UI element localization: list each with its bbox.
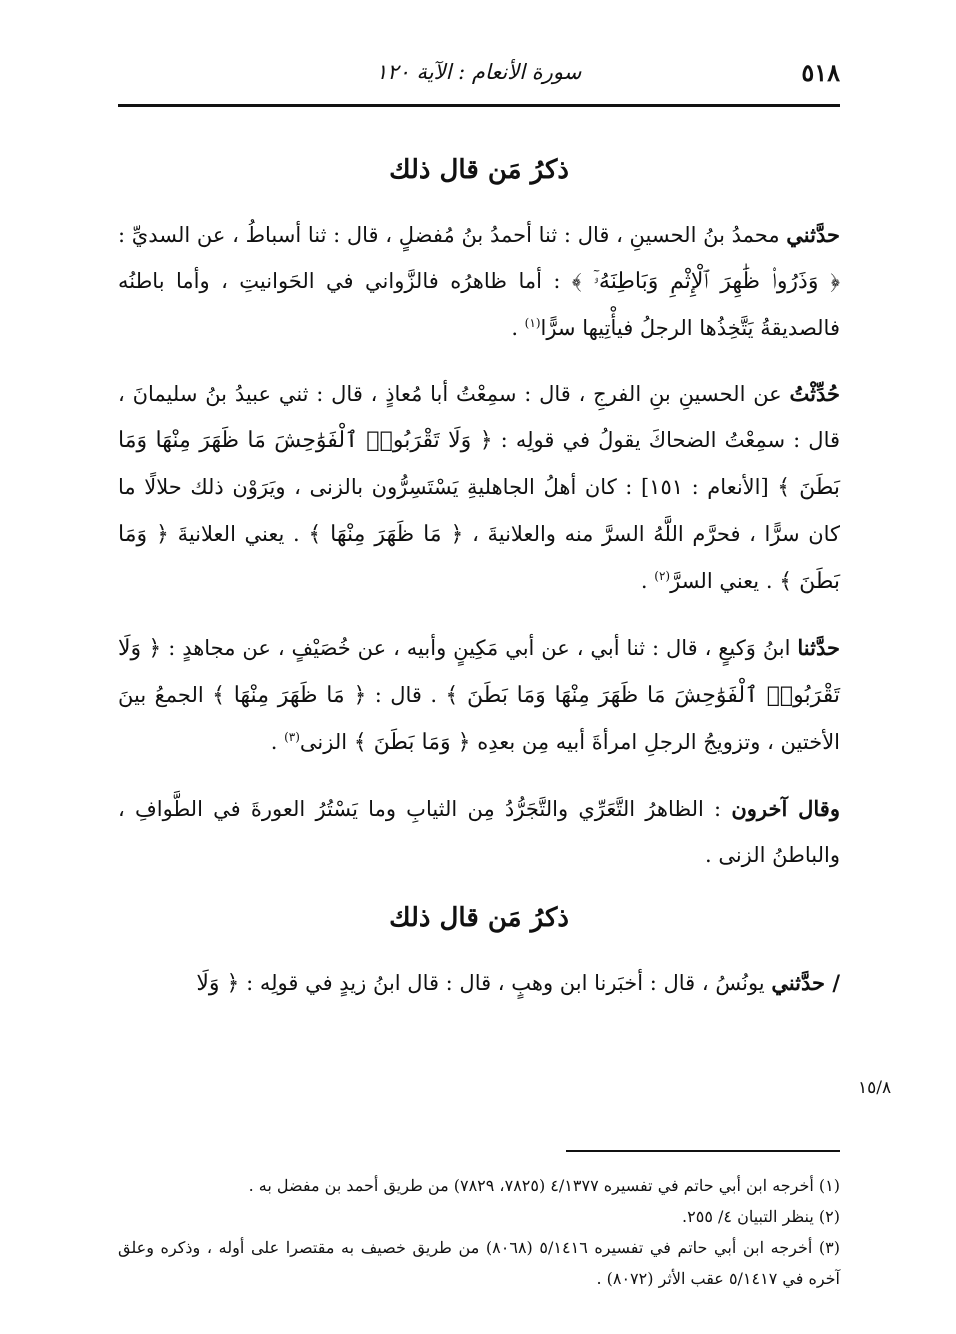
running-title: سورة الأنعام : الآية ١٢٠: [376, 60, 582, 84]
paragraph-4: [118, 786, 840, 878]
quran-verse: ﴿ وَذَرُوا۟ ظَٰهِرَ ٱلْإِثْمِ وَبَاطِنَهُۥٓ ﴾: [571, 269, 840, 294]
paragraph-text: . يعني السرَّ: [670, 569, 780, 593]
quran-verse: ﴿ وَمَا بَطَنَ ﴾: [118, 522, 840, 594]
footnotes: [118, 1170, 840, 1294]
verse-reference: [الأنعام : ١٥١]: [632, 475, 778, 499]
footnote-marker: (١): [524, 316, 541, 330]
quran-verse: ﴿ وَلَا تَقْرَبُوا۟ ٱلْفَوَٰحِشَ مَا ظَهَرَ مِنْهَا وَمَا بَطَنَ ﴾: [118, 636, 840, 708]
paragraph-2: [118, 371, 840, 605]
running-header: [118, 52, 840, 96]
quran-verse: ﴿ وَلَا: [196, 971, 240, 996]
footnote: (٢) ينظر التبيان ٤/ ٢٥٥.: [682, 1207, 840, 1226]
main-text: [118, 150, 840, 1027]
paragraph-text: .: [270, 730, 285, 754]
narration-lead: حدَّثنا: [797, 635, 840, 660]
narration-lead: / حدَّثني: [771, 970, 840, 995]
footnote: (٣) أخرجه ابن أبي حاتم في تفسيره ٥/١٤١٦ (٨٠٦٨) من طريق خصيف به مقتصرا على أوله ، وذكره وعلق آخره في ٥/١٤١٧ عقب الأثر (٨٠٧٢) .: [118, 1238, 841, 1288]
paragraph-text: الجمعُ بينَ الأختين ، وتزويجُ الرجلِ امرأةَ أبيه مِن بعدِه: [118, 683, 840, 754]
section-heading: ذكرُ مَن قال ذلك: [389, 155, 569, 185]
paragraph-text: ابنُ وَكيعٍ ، قال : ثنا أبي ، عن أبي مَكِينٍ وأبيه ، عن خُصَيْفٍ ، عن مجاهدٍ :: [161, 636, 798, 660]
paragraph-text: : الظاهرُ التَّعَرِّي والتَّجَرُّدُ مِن الثيابِ وما يَسْتُرُ العورةَ في الطَّوافِ ، والباطنُ الزنى .: [118, 797, 840, 867]
quran-verse: ﴿ وَلَا تَقْرَبُوا۟ ٱلْفَوَٰحِشَ مَا ظَهَرَ مِنْهَا وَمَا بَطَنَ ﴾: [118, 428, 840, 500]
paragraph-text: : كان أهلُ الجاهليةِ يَسْتَسِرُّون بالزنى ، ويَرَوْن ذلك حلالًا ما كان سرًّا ، فحرَّم اللَّهُ السرَّ منه والعلانيةَ ،: [118, 475, 841, 546]
footnote-marker: (٢): [654, 569, 671, 583]
paragraph-1: [118, 212, 840, 351]
quran-verse: ﴿ مَا ظَهَرَ مِنْهَا ﴾: [308, 522, 464, 547]
paragraph-5: [118, 960, 840, 1007]
paragraph-text: عن الحسينِ بنِ الفرجِ ، قال : سمِعْتُ أبا مُعاذٍ ، قال : ثني عبيدُ بنُ سليمانَ ، قال : سمِعْتُ الضحاكَ يقولُ في قولِه :: [118, 382, 841, 452]
paragraph-text: .: [511, 316, 525, 340]
paragraph-text: . يعني العلانيةَ: [168, 522, 309, 546]
narration-lead: حدَّثني: [786, 222, 840, 247]
paragraph-text: . قال :: [366, 683, 446, 707]
footnote-marker: (٣): [284, 730, 300, 744]
paragraph-text: : أما ظاهرُه فالزَّواني في الحَوانيتِ ، وأما باطنُه فالصديقةُ يَتَّخِذُها الرجلُ فيأْتِيها سرًّا: [118, 269, 840, 340]
paragraph-text: يونُسُ ، قال : أخبَرنا ابن وهبٍ ، قال : قال ابنُ زيدٍ في قولِه :: [239, 971, 772, 995]
paragraph-text: .: [640, 569, 655, 593]
narration-lead: وقال آخرون: [731, 796, 840, 821]
section-heading: ذكرُ مَن قال ذلك: [389, 903, 569, 933]
paragraph-3: [118, 625, 840, 766]
quran-verse: ﴿ وَمَا بَطَنَ ﴾: [353, 730, 471, 755]
page-number: ٥١٨: [801, 58, 840, 87]
narration-lead: حُدِّثْتُ: [789, 381, 840, 406]
paragraph-text: محمدُ بنُ الحسينِ ، قال : ثنا أحمدُ بنُ مُفضلٍ ، قال : ثنا أسباطُ ، عن السديِّ :: [118, 223, 787, 247]
footnote-rule: [566, 1150, 840, 1152]
footnote: (١) أخرجه ابن أبي حاتم في تفسيره ٤/١٣٧٧ (٧٨٢٥، ٧٨٢٩) من طريق أحمد بن مفضل به .: [248, 1176, 840, 1195]
header-rule: [118, 104, 840, 107]
quran-verse: ﴿ مَا ظَهَرَ مِنْهَا ﴾: [212, 683, 367, 708]
margin-volume-note: ١٥/٨: [858, 1078, 892, 1098]
paragraph-text: الزنى: [299, 730, 354, 754]
